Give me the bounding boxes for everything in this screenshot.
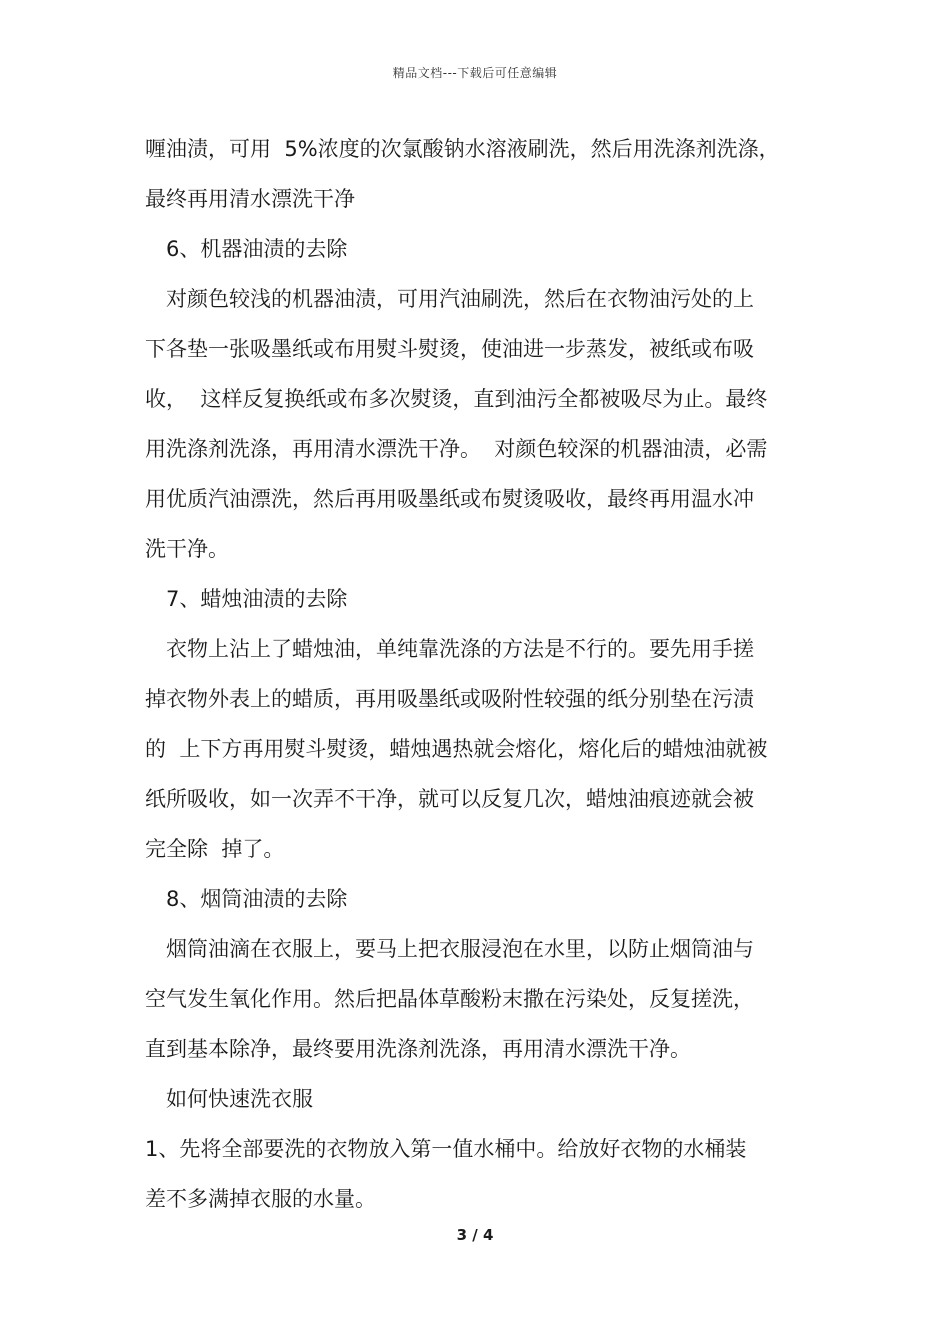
text-line: 完全除 掉了。 xyxy=(145,837,285,861)
text-line: 衣物上沾上了蜡烛油，单纯靠洗涤的方法是不行的。要先用手搓 xyxy=(166,637,754,661)
text-line: 对颜色较浅的机器油渍，可用汽油刷洗，然后在衣物油污处的上 xyxy=(166,287,754,311)
document-body xyxy=(145,124,810,1224)
text-line: 烟筒油滴在衣服上，要马上把衣服浸泡在水里，以防止烟筒油与 xyxy=(166,937,754,961)
text-line: 最终再用清水漂洗干净 xyxy=(145,187,355,211)
text-line: 差不多满掉衣服的水量。 xyxy=(145,1187,376,1211)
text-line: 的 上下方再用熨斗熨烫，蜡烛遇热就会熔化，熔化后的蜡烛油就被 xyxy=(145,737,768,761)
page-number: 3 / 4 xyxy=(456,1226,494,1244)
text-line: 直到基本除净，最终要用洗涤剂洗涤，再用清水漂洗干净。 xyxy=(145,1037,691,1061)
text-line: 下各垫一张吸墨纸或布用熨斗熨烫，使油进一步蒸发，被纸或布吸 xyxy=(145,337,754,361)
section-heading: 如何快速洗衣服 xyxy=(166,1087,313,1111)
text-line: 空气发生氧化作用。然后把晶体草酸粉末撒在污染处，反复搓洗， xyxy=(145,987,754,1011)
section-heading: 6、机器油渍的去除 xyxy=(166,237,348,261)
page-header: 精品文档---下载后可任意编辑 xyxy=(392,66,558,80)
text-line: 洗干净。 xyxy=(145,537,229,561)
text-line: 用洗涤剂洗涤，再用清水漂洗干净。 对颜色较深的机器油渍，必需 xyxy=(145,437,768,461)
text-line: 用优质汽油漂洗，然后再用吸墨纸或布熨烫吸收，最终再用温水冲 xyxy=(145,487,754,511)
text-line: 喱油渍，可用 5%浓度的次氯酸钠水溶液刷洗，然后用洗涤剂洗涤， xyxy=(145,137,780,161)
text-line: 纸所吸收，如一次弄不干净，就可以反复几次，蜡烛油痕迹就会被 xyxy=(145,787,754,811)
text-line: 掉衣物外表上的蜡质，再用吸墨纸或吸附性较强的纸分别垫在污渍 xyxy=(145,687,754,711)
text-line: 1、先将全部要洗的衣物放入第一值水桶中。给放好衣物的水桶装 xyxy=(145,1137,747,1161)
text-line: 收， 这样反复换纸或布多次熨烫，直到油污全都被吸尽为止。最终 xyxy=(145,387,768,411)
section-heading: 7、蜡烛油渍的去除 xyxy=(166,587,348,611)
section-heading: 8、烟筒油渍的去除 xyxy=(166,887,348,911)
